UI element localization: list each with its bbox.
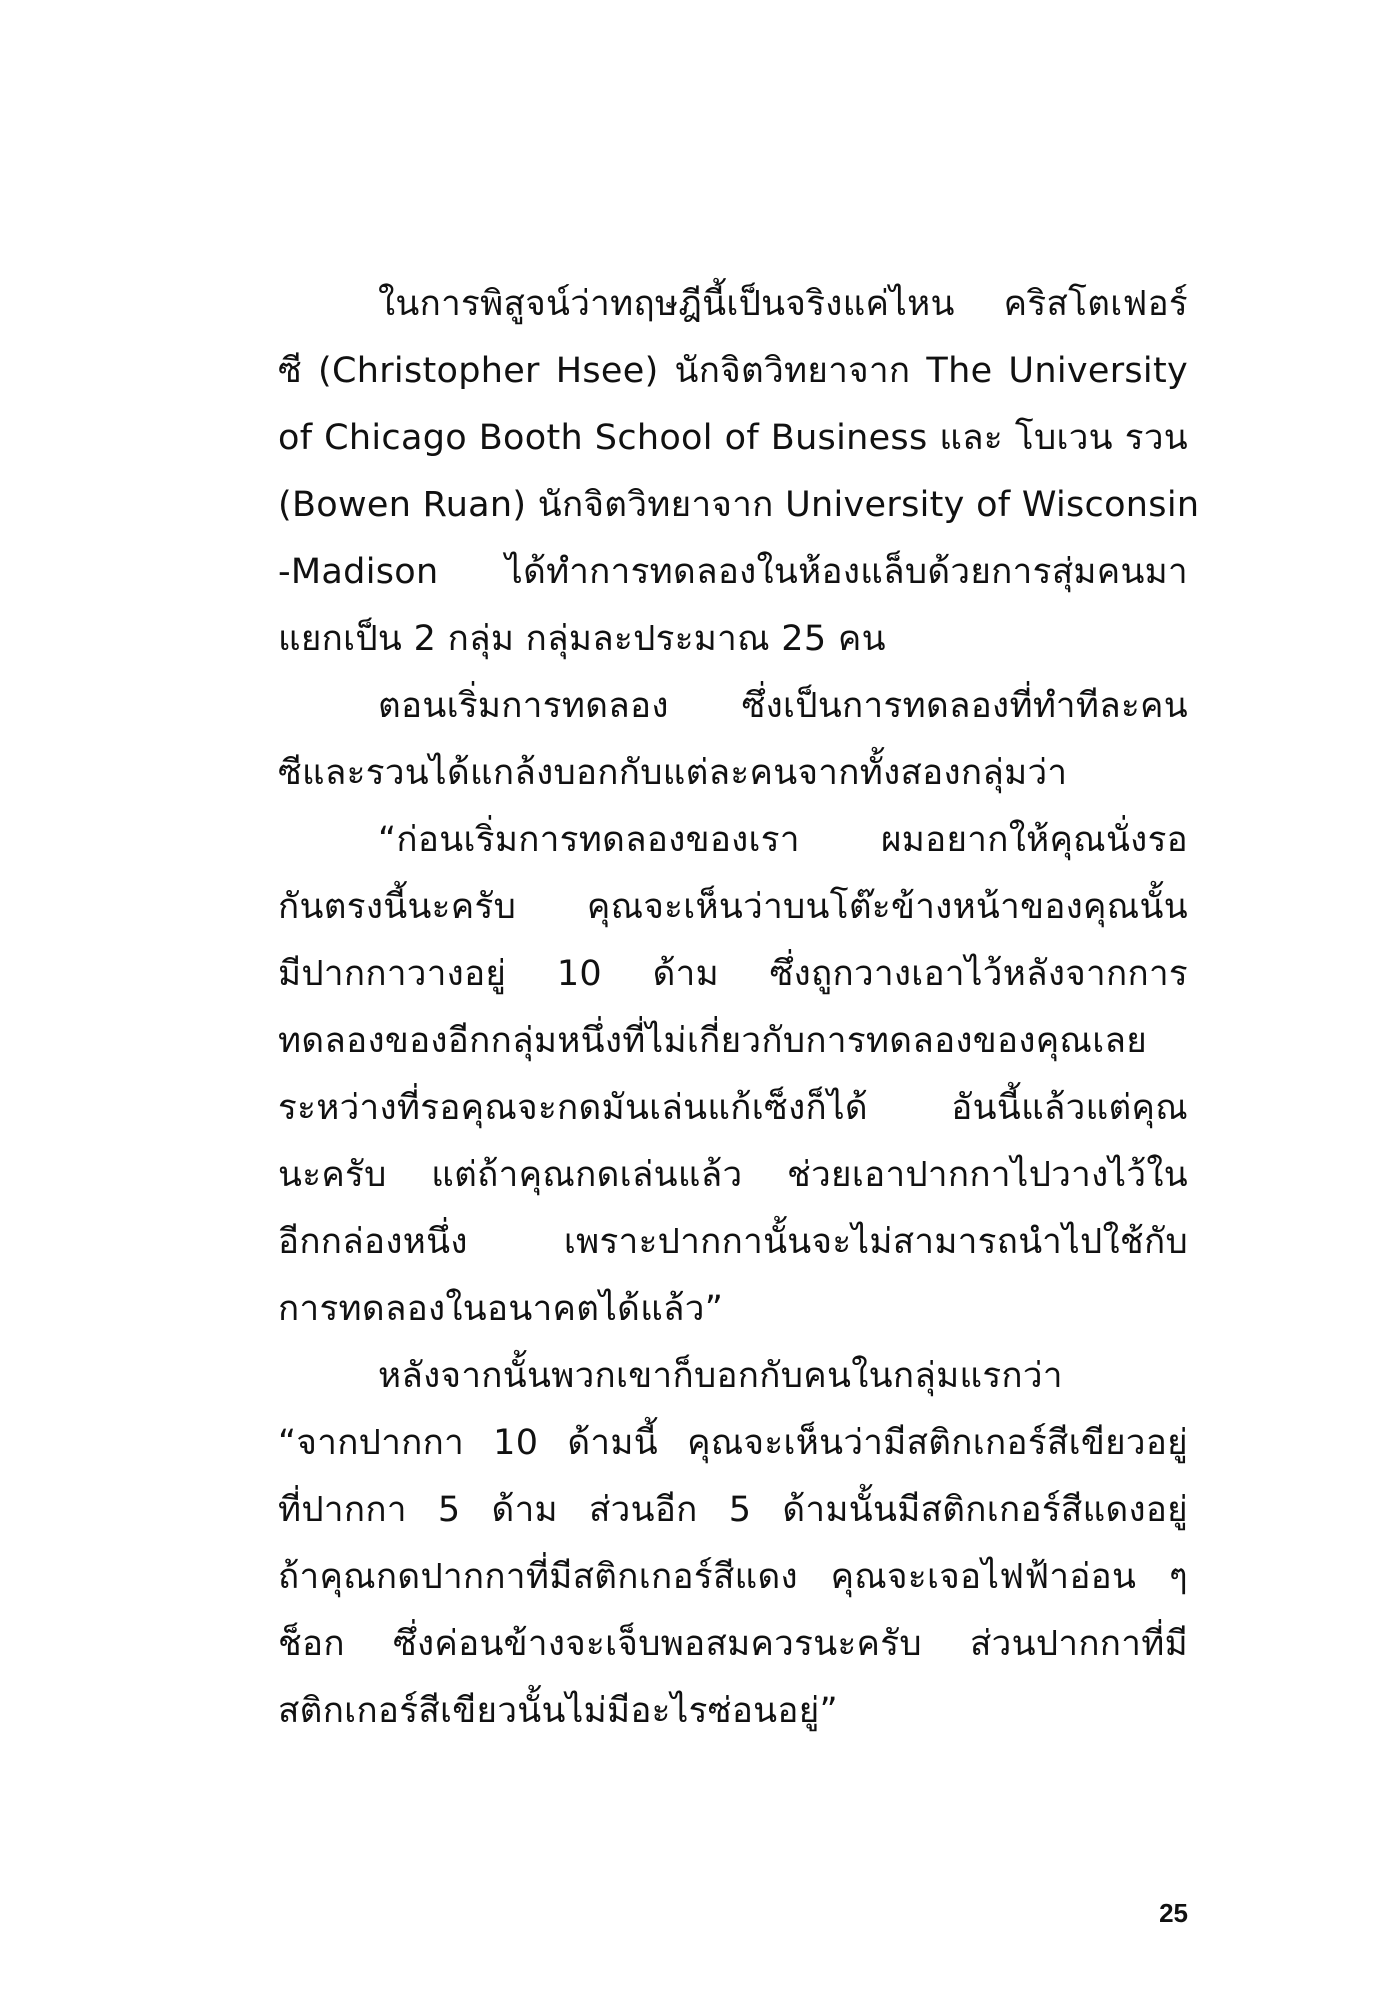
page-number: 25 <box>1159 1898 1188 1928</box>
text-line: อีกกล่องหนึ่ง เพราะปากกานั้นจะไม่สามารถนำไปใช้กับ <box>278 1222 1188 1262</box>
text-line: ที่ปากกา 5 ด้าม ส่วนอีก 5 ด้ามนั้นมีสติกเกอร์สีแดงอยู่ <box>278 1490 1188 1530</box>
text-line: ระหว่างที่รอคุณจะกดมันเล่นแก้เซ็งก็ได้ อันนี้แล้วแต่คุณ <box>278 1088 1188 1128</box>
text-line: แยกเป็น 2 กลุ่ม กลุ่มละประมาณ 25 คน <box>278 619 886 659</box>
text-line: มีปากกาวางอยู่ 10 ด้าม ซึ่งถูกวางเอาไว้หลังจากการ <box>278 954 1188 994</box>
text-line: ทดลองของอีกกลุ่มหนึ่งที่ไม่เกี่ยวกับการทดลองของคุณเลย <box>278 1021 1148 1061</box>
text-line: การทดลองในอนาคตได้แล้ว” <box>278 1289 724 1329</box>
text-line: of Chicago Booth School of Business และ โบเวน รวน <box>278 418 1188 458</box>
text-line: ช็อก ซึ่งค่อนข้างจะเจ็บพอสมควรนะครับ ส่วนปากกาที่มี <box>278 1624 1188 1664</box>
body-text <box>278 271 1200 1745</box>
text-line: นะครับ แต่ถ้าคุณกดเล่นแล้ว ช่วยเอาปากกาไปวางไว้ใน <box>278 1155 1188 1195</box>
text-line: ถ้าคุณกดปากกาที่มีสติกเกอร์สีแดง คุณจะเจอไฟฟ้าอ่อน ๆ <box>278 1557 1188 1597</box>
text-line: ซี (Christopher Hsee) นักจิตวิทยาจาก The University <box>278 351 1188 391</box>
text-line: หลังจากนั้นพวกเขาก็บอกกับคนในกลุ่มแรกว่า <box>378 1356 1063 1396</box>
text-line: -Madison ได้ทำการทดลองในห้องแล็บด้วยการสุ่มคนมา <box>278 552 1188 592</box>
text-line: “จากปากกา 10 ด้ามนี้ คุณจะเห็นว่ามีสติกเกอร์สีเขียวอยู่ <box>278 1423 1188 1463</box>
text-line: ในการพิสูจน์ว่าทฤษฎีนี้เป็นจริงแค่ไหน คริสโตเฟอร์ <box>378 284 1188 324</box>
text-line: สติกเกอร์สีเขียวนั้นไม่มีอะไรซ่อนอยู่” <box>278 1691 838 1731</box>
text-line: ตอนเริ่มการทดลอง ซึ่งเป็นการทดลองที่ทำทีละคน <box>378 686 1188 726</box>
text-line: ซีและรวนได้แกล้งบอกกับแต่ละคนจากทั้งสองกลุ่มว่า <box>278 753 1068 793</box>
text-line: กันตรงนี้นะครับ คุณจะเห็นว่าบนโต๊ะข้างหน้าของคุณนั้น <box>278 887 1188 927</box>
text-line: (Bowen Ruan) นักจิตวิทยาจาก University of Wisconsin <box>278 485 1200 525</box>
text-line: “ก่อนเริ่มการทดลองของเรา ผมอยากให้คุณนั่งรอ <box>378 820 1188 860</box>
